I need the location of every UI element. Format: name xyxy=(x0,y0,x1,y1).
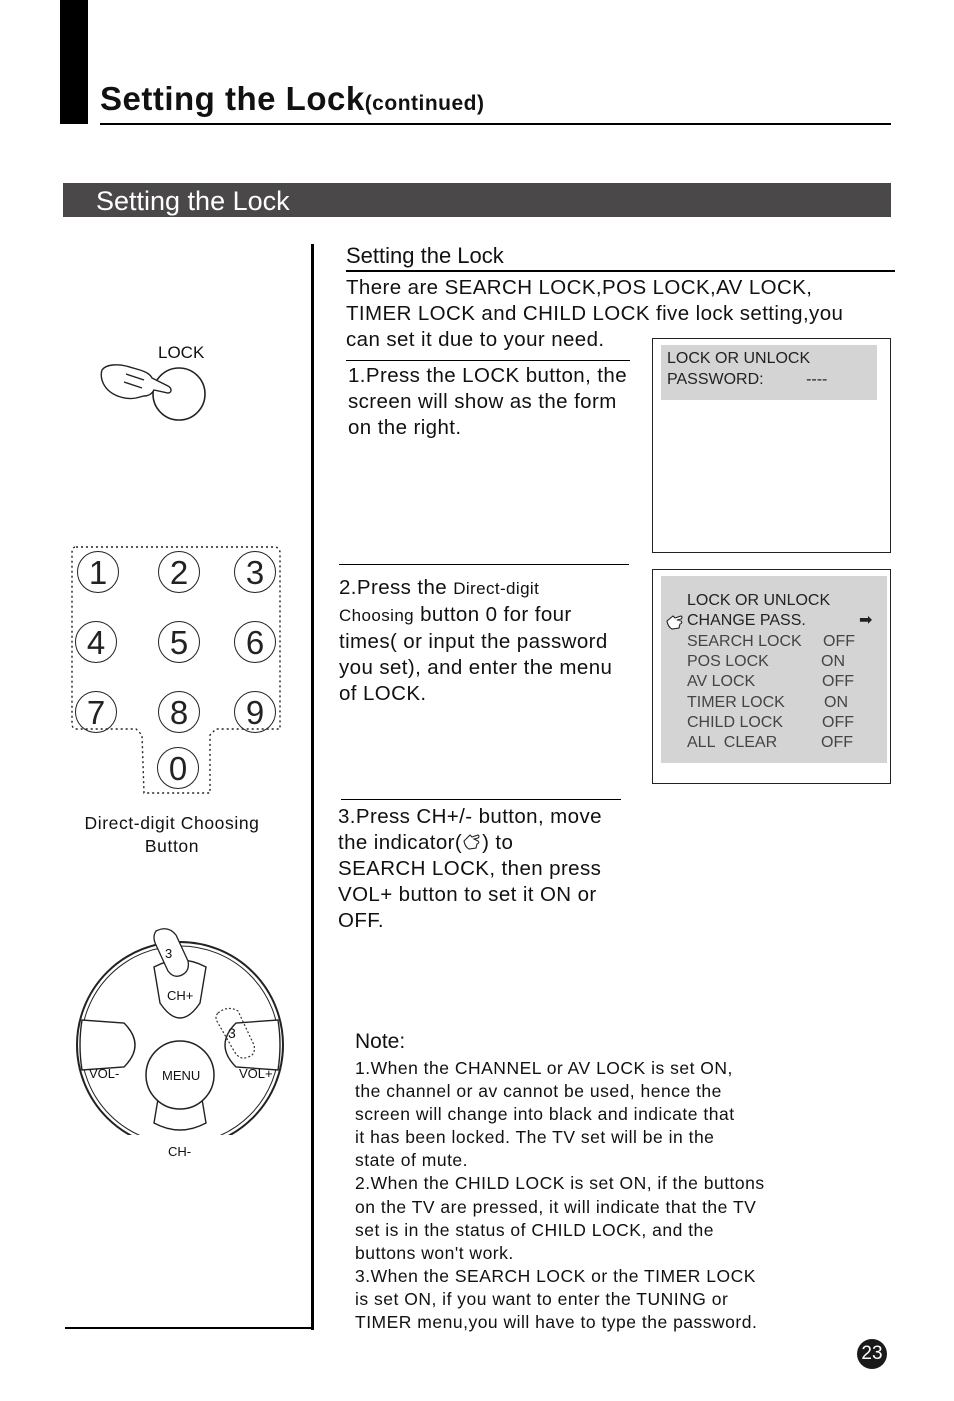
step3-paragraph xyxy=(338,804,602,934)
menu-item-label: AV LOCK xyxy=(687,673,756,691)
pointing-hand-icon xyxy=(462,832,482,852)
lock-or-unlock-text: LOCK OR UNLOCK xyxy=(687,592,831,609)
note-line: it has been locked. The TV set will be in the xyxy=(355,1127,715,1148)
digit-key-7[interactable]: 7 xyxy=(75,691,117,733)
menu-item-label: POS LOCK xyxy=(687,653,769,671)
step-separator xyxy=(346,360,630,361)
step-separator xyxy=(339,564,629,565)
step3-line2-pre: the indicator( xyxy=(338,831,463,854)
lock-or-unlock-text: LOCK OR UNLOCK xyxy=(667,350,811,367)
note-line: 2.When the CHILD LOCK is set ON, if the buttons xyxy=(355,1173,765,1194)
step2-paragraph xyxy=(339,575,612,707)
digit-key-1[interactable]: 1 xyxy=(77,551,119,593)
note-line: buttons won't work. xyxy=(355,1242,514,1263)
intro-line: TIMER LOCK and CHILD LOCK five lock setting,you xyxy=(346,302,844,325)
menu-item-av-lock[interactable] xyxy=(687,672,857,692)
digit-key-4[interactable]: 4 xyxy=(75,621,117,663)
note-line: on the TV are pressed, it will indicate that the TV xyxy=(355,1196,757,1217)
digit-key-3[interactable]: 3 xyxy=(234,551,276,593)
screen-lock-menu xyxy=(652,569,891,784)
step3-line2-post: ) to xyxy=(482,831,514,854)
note-line: state of mute. xyxy=(355,1150,469,1171)
note-body xyxy=(355,1057,765,1334)
password-value: ---- xyxy=(806,371,828,388)
lock-button-circle xyxy=(153,368,205,420)
step2-line: you set), and enter the menu xyxy=(339,656,613,679)
change-pass-item[interactable]: CHANGE PASS. xyxy=(687,612,806,629)
menu-item-timer-lock[interactable] xyxy=(687,693,857,713)
menu-item-pos-lock[interactable] xyxy=(687,652,857,672)
menu-item-label: ALL CLEAR xyxy=(687,733,778,751)
menu-item-all-clear[interactable] xyxy=(687,733,857,753)
digit-key-0[interactable]: 0 xyxy=(157,747,199,789)
menu-label: MENU xyxy=(162,1068,201,1083)
menu-item-value: OFF xyxy=(822,713,854,731)
column-divider xyxy=(311,244,314,1330)
vol-plus-press-count: 3 xyxy=(228,1025,236,1041)
step2-line xyxy=(339,575,612,602)
bottom-rule xyxy=(65,1327,314,1329)
section-header xyxy=(63,183,891,217)
lock-button-label: LOCK xyxy=(158,343,205,362)
page-title-suffix: (continued) xyxy=(364,92,485,115)
menu-item-child-lock[interactable] xyxy=(687,713,857,733)
step2-line xyxy=(339,602,612,629)
note-line: TIMER menu,you will have to type the password. xyxy=(355,1312,758,1333)
page-title-text: Setting the Lock xyxy=(100,80,365,117)
step3-line: SEARCH LOCK, then press xyxy=(338,857,602,880)
note-line: the channel or av cannot be used, hence the xyxy=(355,1081,722,1102)
digit-key-2[interactable]: 2 xyxy=(158,551,200,593)
step1-paragraph xyxy=(348,363,627,441)
note-line: 3.When the SEARCH LOCK or the TIMER LOCK xyxy=(355,1265,756,1286)
menu-item-label: TIMER LOCK xyxy=(687,693,785,711)
step2-prefix: 2.Press the xyxy=(339,576,454,599)
intro-line: There are SEARCH LOCK,POS LOCK,AV LOCK, xyxy=(346,276,813,299)
screen-lock-password-panel xyxy=(661,345,877,400)
section-title: Setting the Lock xyxy=(96,186,290,216)
menu-item-value: ON xyxy=(824,693,848,711)
step3-line: OFF. xyxy=(338,909,385,932)
page-title xyxy=(100,80,485,118)
pointing-hand-icon xyxy=(665,612,685,632)
vol-plus-label: VOL+ xyxy=(239,1066,273,1081)
keypad xyxy=(70,543,285,796)
keypad-caption-line2: Button xyxy=(144,836,200,856)
menu-item-value: OFF xyxy=(822,673,854,691)
menu-item-value: ON xyxy=(821,653,845,671)
step2-line: of LOCK. xyxy=(339,682,427,705)
keypad-caption xyxy=(60,812,284,858)
note-line: 1.When the CHANNEL or AV LOCK is set ON, xyxy=(355,1058,733,1078)
subsection-rule xyxy=(346,270,895,272)
step-separator xyxy=(341,799,621,800)
digit-key-9[interactable]: 9 xyxy=(234,691,276,733)
step1-line: screen will show as the form xyxy=(348,390,617,413)
menu-item-label: SEARCH LOCK xyxy=(687,633,802,650)
step3-line xyxy=(338,830,602,856)
note-line: screen will change into black and indicate that xyxy=(355,1104,735,1125)
step2-line: times( or input the password xyxy=(339,630,608,653)
intro-line: can set it due to your need. xyxy=(346,328,605,351)
note-line: set is in the status of CHILD LOCK, and the xyxy=(355,1219,715,1240)
title-rule xyxy=(100,123,891,125)
digit-key-6[interactable]: 6 xyxy=(234,621,276,663)
menu-item-label: CHILD LOCK xyxy=(687,713,784,731)
step1-line: on the right. xyxy=(348,416,462,439)
dpad-illustration xyxy=(72,925,292,1135)
note-line: is set ON, if you want to enter the TUNING or xyxy=(355,1288,729,1309)
screen-lock-password xyxy=(652,338,891,553)
step2-small2: Choosing xyxy=(339,606,415,625)
vol-minus-key xyxy=(80,1020,135,1070)
step2-small: Direct-digit xyxy=(453,579,540,598)
password-label: PASSWORD: xyxy=(667,371,764,388)
ch-plus-press-count: 3 xyxy=(165,946,173,961)
digit-key-8[interactable]: 8 xyxy=(158,691,200,733)
ch-minus-label: CH- xyxy=(168,1144,192,1159)
step1-line: 1.Press the LOCK button, the xyxy=(348,364,627,387)
menu-item-search-lock[interactable] xyxy=(687,632,857,652)
vol-minus-label: VOL- xyxy=(89,1066,120,1081)
lock-button-illustration xyxy=(96,360,212,424)
arrow-right-icon: ➡ xyxy=(859,612,873,629)
step3-line: VOL+ button to set it ON or xyxy=(338,883,597,906)
screen-lock-menu-panel xyxy=(661,576,887,763)
password-row xyxy=(667,369,877,390)
header-bar-decoration xyxy=(60,0,88,124)
menu-item-value: OFF xyxy=(821,733,853,751)
step2-line2-rest: button 0 for four xyxy=(414,603,572,626)
ch-plus-label: CH+ xyxy=(167,988,194,1003)
menu-item-value: OFF xyxy=(823,633,855,650)
keypad-caption-line1: Direct-digit Choosing xyxy=(84,813,260,833)
digit-key-5[interactable]: 5 xyxy=(158,621,200,663)
step3-line: 3.Press CH+/- button, move xyxy=(338,805,602,828)
lock-items xyxy=(687,632,857,753)
subsection-title: Setting the Lock xyxy=(346,243,504,268)
page-number: 23 xyxy=(857,1339,887,1369)
note-title: Note: xyxy=(355,1030,406,1053)
